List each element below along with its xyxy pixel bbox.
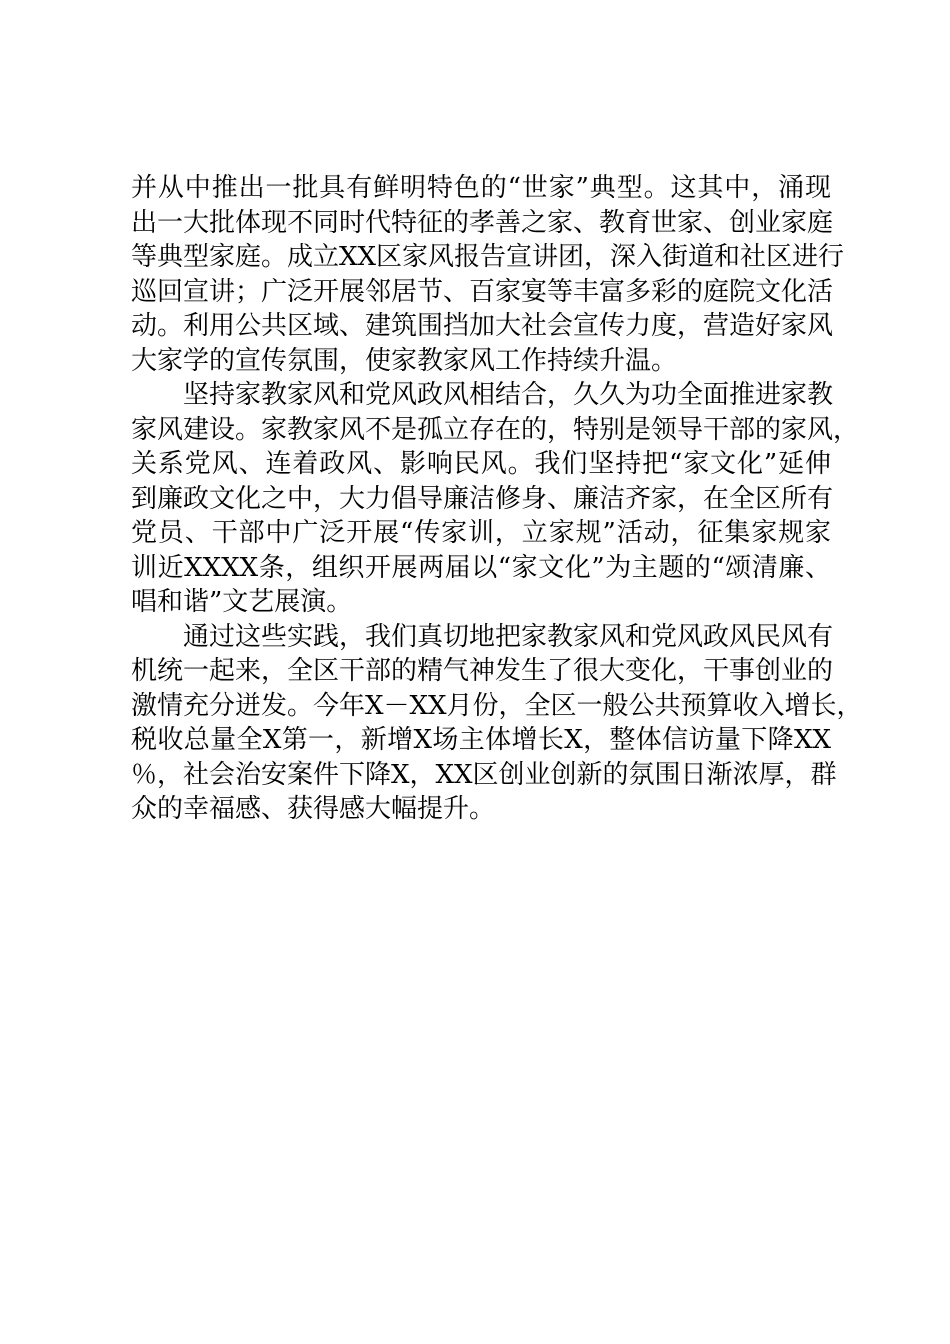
text-line: 等典型家庭。成立XX区家风报告宣讲团，深入街道和社区进行 bbox=[131, 242, 845, 272]
text-line: 激情充分迸发。今年X－XX月份，全区一般公共预算收入增长， bbox=[131, 690, 863, 721]
document-body bbox=[131, 171, 863, 827]
paragraph-2 bbox=[131, 378, 860, 620]
text-line: 通过这些实践，我们真切地把家教家风和党风政风民风有 bbox=[183, 621, 834, 652]
text-line: 税收总量全X第一，新增X场主体增长X，整体信访量下降XX bbox=[131, 725, 831, 755]
text-line: 家风建设。家教家风不是孤立存在的，特别是领导干部的家风， bbox=[131, 414, 860, 445]
text-line: 出一大批体现不同时代特征的孝善之家、教育世家、创业家庭 bbox=[131, 207, 834, 238]
text-line: 机统一起来，全区干部的精气神发生了很大变化，干事创业的 bbox=[131, 656, 834, 686]
paragraph-1 bbox=[131, 171, 845, 378]
text-line: 党员、干部中广泛开展“传家训，立家规”活动，征集家规家 bbox=[131, 518, 831, 548]
text-line: 大家学的宣传氛围，使家教家风工作持续升温。 bbox=[131, 345, 678, 376]
text-line: 训近XXXX条，组织开展两届以“家文化”为主题的“颂清廉、 bbox=[131, 552, 831, 583]
text-line: 众的幸福感、获得感大幅提升。 bbox=[131, 794, 496, 824]
text-line: 巡回宣讲；广泛开展邻居节、百家宴等丰富多彩的庭院文化活 bbox=[131, 276, 834, 307]
text-line: 关系党风、连着政风、影响民风。我们坚持把“家文化”延伸 bbox=[131, 449, 831, 479]
text-line: 到廉政文化之中，大力倡导廉洁修身、廉洁齐家，在全区所有 bbox=[131, 483, 834, 514]
text-line: 唱和谐”文艺展演。 bbox=[131, 587, 353, 617]
paragraph-3 bbox=[131, 620, 863, 827]
text-line: 动。利用公共区域、建筑围挡加大社会宣传力度，营造好家风 bbox=[131, 311, 834, 341]
text-line: 并从中推出一批具有鲜明特色的“世家”典型。这其中，涌现 bbox=[131, 173, 831, 203]
text-line: 坚持家教家风和党风政风相结合，久久为功全面推进家教 bbox=[183, 380, 834, 410]
text-line: ％，社会治安案件下降X，XX区创业创新的氛围日渐浓厚，群 bbox=[131, 759, 837, 790]
